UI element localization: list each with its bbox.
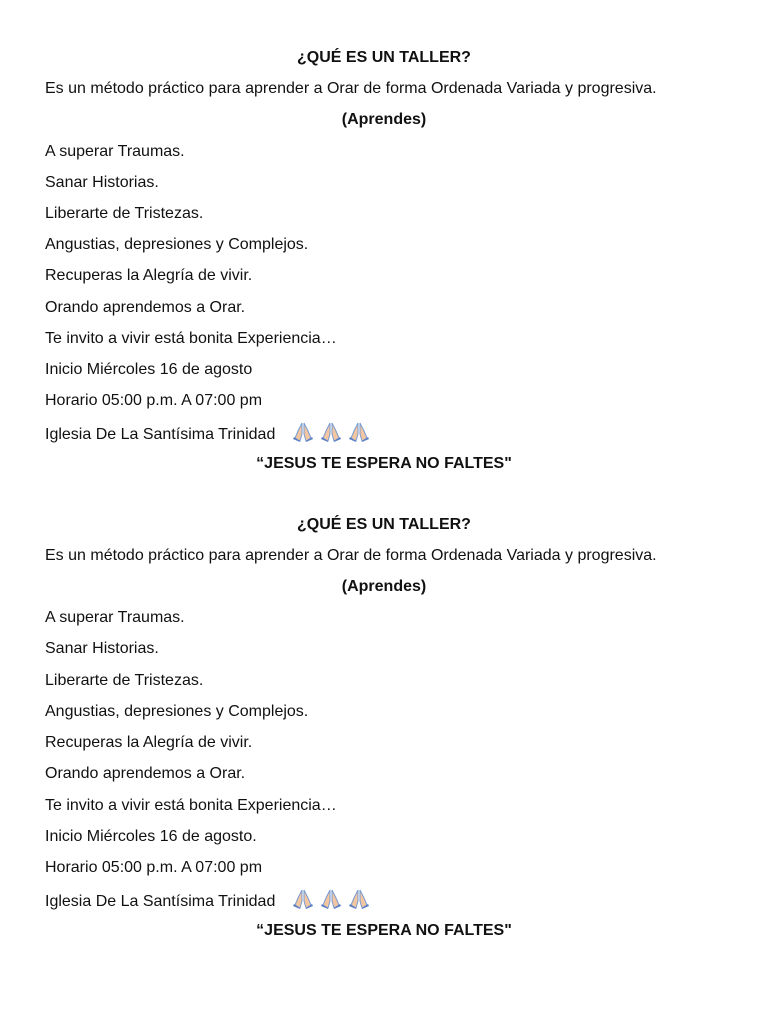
list-item: Liberarte de Tristezas.	[45, 205, 204, 222]
start-date: Inicio Miércoles 16 de agosto.	[45, 828, 257, 845]
list-item: Te invito a vivir está bonita Experiencia…	[45, 797, 337, 814]
list-item: Angustias, depresiones y Complejos.	[45, 236, 309, 253]
folded-hands-icon	[292, 422, 314, 442]
prayer-hands	[292, 889, 376, 912]
folded-hands-icon	[292, 889, 314, 909]
flyer-intro: Es un método práctico para aprender a Orar de forma Ordenada Variada y progresiva.	[45, 80, 657, 97]
folded-hands-icon	[348, 422, 370, 442]
flyer-closing: “JESUS TE ESPERA NO FALTES"	[256, 922, 512, 939]
folded-hands-icon	[320, 422, 342, 442]
folded-hands-icon	[320, 889, 342, 909]
folded-hands-icon	[348, 889, 370, 909]
list-item: Liberarte de Tristezas.	[45, 672, 204, 689]
schedule: Horario 05:00 p.m. A 07:00 pm	[45, 392, 263, 409]
flyer-intro: Es un método práctico para aprender a Orar de forma Ordenada Variada y progresiva.	[45, 547, 657, 564]
list-item: A superar Traumas.	[45, 143, 185, 160]
location-text: Iglesia De La Santísima Trinidad	[45, 893, 276, 910]
list-item: Orando aprendemos a Orar.	[45, 765, 246, 782]
start-date: Inicio Miércoles 16 de agosto	[45, 361, 253, 378]
list-item: Te invito a vivir está bonita Experiencia…	[45, 330, 337, 347]
location-line	[45, 889, 376, 912]
flyer-closing: “JESUS TE ESPERA NO FALTES"	[256, 455, 512, 472]
list-item: Recuperas la Alegría de vivir.	[45, 267, 253, 284]
schedule: Horario 05:00 p.m. A 07:00 pm	[45, 859, 263, 876]
flyer-subtitle: (Aprendes)	[341, 111, 427, 128]
flyer-title: ¿QUÉ ES UN TALLER?	[297, 516, 471, 533]
location-text: Iglesia De La Santísima Trinidad	[45, 426, 276, 443]
flyer-subtitle: (Aprendes)	[341, 578, 427, 595]
list-item: Angustias, depresiones y Complejos.	[45, 703, 309, 720]
prayer-hands	[292, 422, 376, 445]
list-item: Sanar Historias.	[45, 174, 159, 191]
list-item: Recuperas la Alegría de vivir.	[45, 734, 253, 751]
flyer-title: ¿QUÉ ES UN TALLER?	[297, 49, 471, 66]
list-item: Orando aprendemos a Orar.	[45, 299, 246, 316]
list-item: Sanar Historias.	[45, 640, 159, 657]
list-item: A superar Traumas.	[45, 609, 185, 626]
location-line	[45, 422, 376, 445]
